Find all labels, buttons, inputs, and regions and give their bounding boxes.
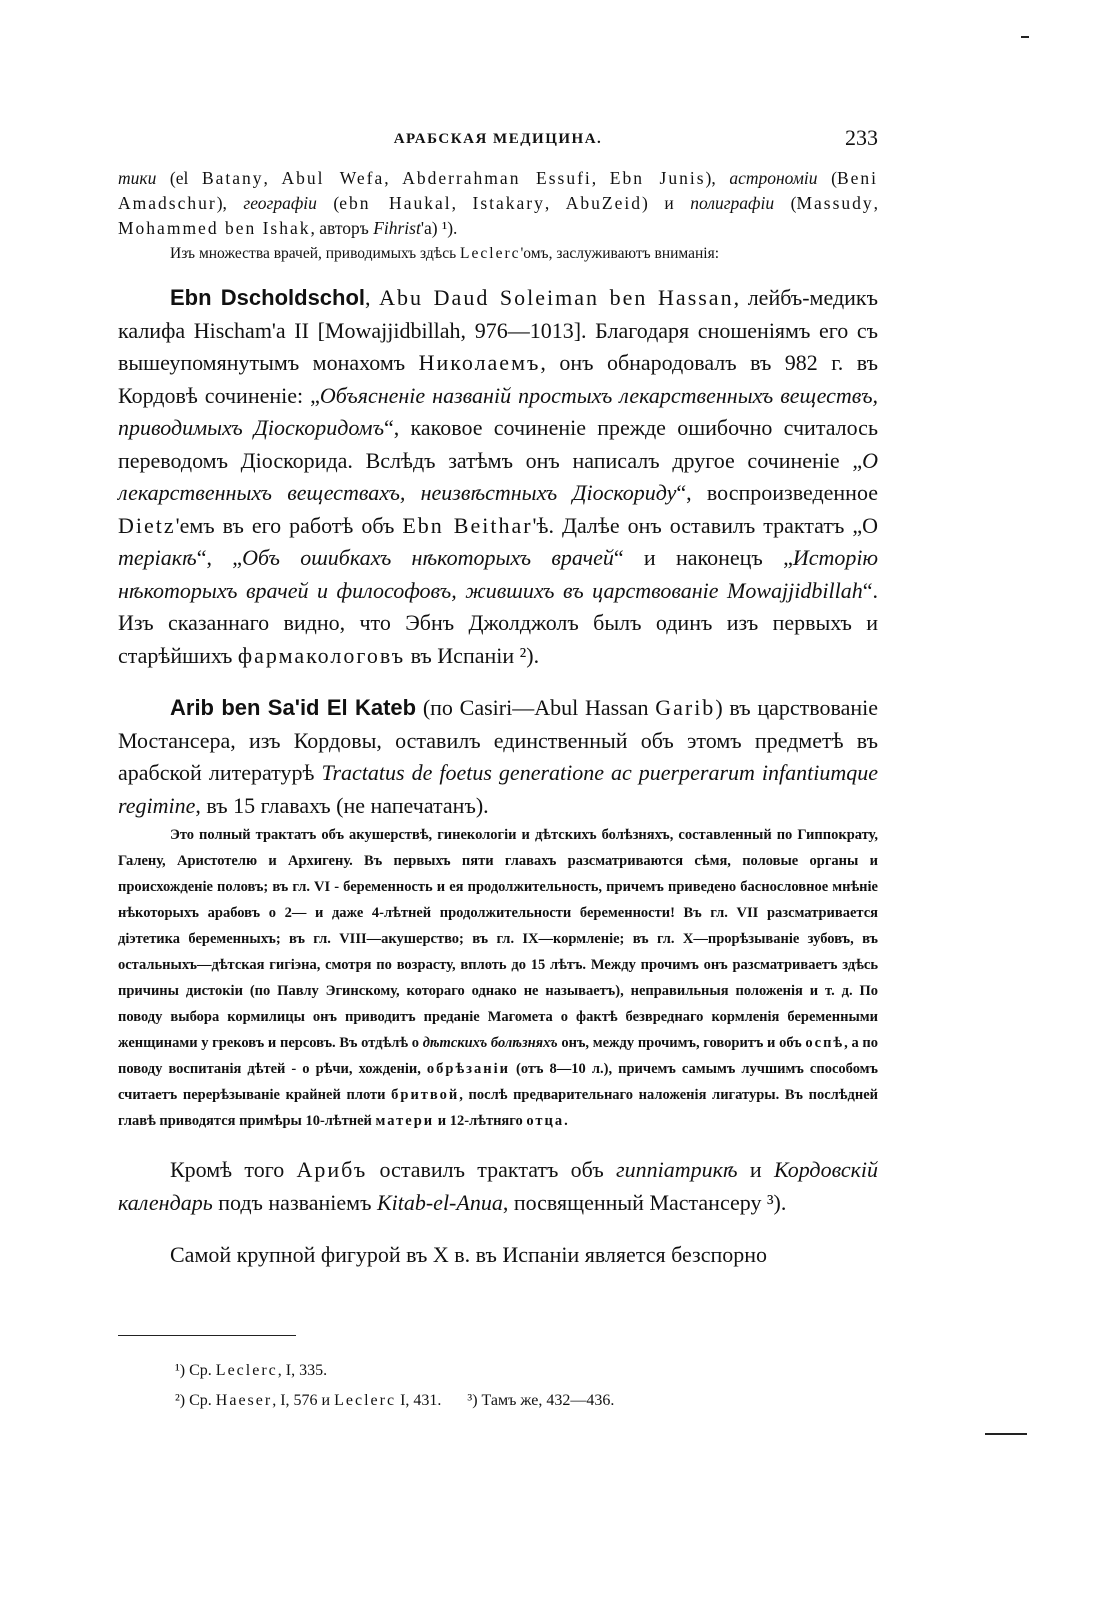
entry-name: Arib ben Sa'id El Kateb: [170, 695, 417, 720]
footnote-divider: [118, 1335, 296, 1336]
body-text: [118, 166, 878, 1272]
scan-edge-mark: [985, 1433, 1027, 1435]
paragraph-closing: Самой крупной фигурой въ X в. въ Испаніи является безспорно: [170, 1242, 768, 1267]
paragraph-arib-other-works: Кромѣ того Арибъ оставилъ трактатъ объ гиппіатрикѣ и Кордовскій календарь подъ названіемъ Kitab-el-Anua, посвященный Мастансеру ³).: [118, 1157, 878, 1215]
scan-edge-mark: [1021, 36, 1029, 38]
footnote-2: ²) Ср. Haeser, I, 576 и Leclerc I, 431. ³) Тамъ же, 432—436.: [175, 1392, 615, 1409]
page-header: [118, 125, 878, 155]
paragraph-continuation: тики (el Batany, Abul Wefa, Abderrahman Essufi, Ebn Junis), астрономіи (Beni Amadschur), географіи (ebn Haukal, Istakary, AbuZeid) и полиграфіи (Massudy, Mohammed ben Ishak, авторъ Fihrist'а) ¹).: [118, 168, 879, 238]
entry-name: Ebn Dscholdschol: [170, 285, 366, 310]
page-number: 233: [845, 125, 878, 150]
paragraph-intro: Изъ множества врачей, приводимыхъ здѣсь Leclerc'омъ, заслуживаютъ вниманія:: [170, 245, 720, 262]
paragraph-arib-ben-said: Arib ben Sa'id El Kateb (по Casiri—Abul Hassan Garib) въ царствованіе Мостансера, изъ Кордовы, оставилъ единственный объ этомъ предметѣ въ арабской литературѣ Tractatus de foetus generatione ac puerperarum infantiumque regimine, въ 15 главахъ (не напечатанъ).: [118, 695, 878, 818]
footnote-1: ¹) Ср. Leclerc, I, 335.: [175, 1362, 328, 1379]
footnote-3: ³) Тамъ же, 432—436.: [467, 1392, 615, 1409]
running-head: АРАБСКАЯ МЕДИЦИНА.: [393, 131, 603, 147]
paragraph-note: Это полный трактатъ объ акушерствѣ, гинекологіи и дѣтскихъ болѣзняхъ, составленный по Гиппократу, Галену, Аристотелю и Архигену. Въ первыхъ пяти главахъ разсматриваются сѣмя, половые органы и происхожденіе половъ; въ гл. VI - беременность и ея продолжительность, причемъ приведено баснословное мнѣніе нѣкоторыхъ арабовъ о 2— и даже 4-лѣтней продолжительности беременности! Въ гл. VII разсматривается діэтетика беременныхъ; въ гл. VIII—акушерство; въ гл. IX—кормленіе; въ гл. X—прорѣзываніе зубовъ, въ остальныхъ—дѣтская гигіэна, смотря по возрасту, вплоть до 15 лѣтъ. Между прочимъ онъ разсматриваетъ здѣсь причины дистокіи (по Павлу Эгинскому, котораго однако не называетъ), неправильныя положенія и т. д. По поводу выбора кормилицы онъ приводитъ преданіе Магомета о фактѣ безвреднаго кормленія беременными женщинами у грековъ и персовъ. Въ отдѣлѣ о дѣтскихъ болѣзняхъ онъ, между прочимъ, говоритъ и объ оспѣ, а по поводу воспитанія дѣтей - о рѣчи, хожденіи, обрѣзаніи (отъ 8—10 л.), причемъ самымъ лучшимъ способомъ считаетъ перерѣзываніе крайней плоти бритвой, послѣ предварительнаго наложенія лигатуры. Въ послѣдней главѣ приводятся примѣры 10-лѣтней матери и 12-лѣтняго отца.: [118, 827, 878, 1129]
footnotes: [175, 1356, 875, 1416]
paragraph-ebn-dscholdschol: Ebn Dscholdschol, Abu Daud Soleiman ben Hassan, лейбъ-медикъ калифа Hischam'a II [Mowajjidbillah, 976—1013]. Благодаря сношеніямъ его съ вышеупомянутымъ монахомъ Николаемъ, онъ обнародовалъ въ 982 г. въ Кордовѣ сочиненіе: „Объясненіе названій простыхъ лекарственныхъ веществъ, приводимыхъ Діоскоридомъ“, каковое сочиненіе прежде ошибочно считалось переводомъ Діоскорида. Вслѣдъ затѣмъ онъ написалъ другое сочиненіе „О лекарственныхъ веществахъ, неизвѣстныхъ Діоскориду“, воспроизведенное Dietz'емъ въ его работѣ объ Ebn Beithar'ѣ. Далѣе онъ оставилъ трактатъ „О теріакѣ“, „Объ ошибкахъ нѣкоторыхъ врачей“ и наконецъ „Исторію нѣкоторыхъ врачей и философовъ, жившихъ въ царствованіе Mowajjidbillah“. Изъ сказаннаго видно, что Эбнъ Джолджолъ былъ одинъ изъ первыхъ и старѣйшихъ фармакологовъ въ Испаніи ²).: [118, 285, 879, 668]
